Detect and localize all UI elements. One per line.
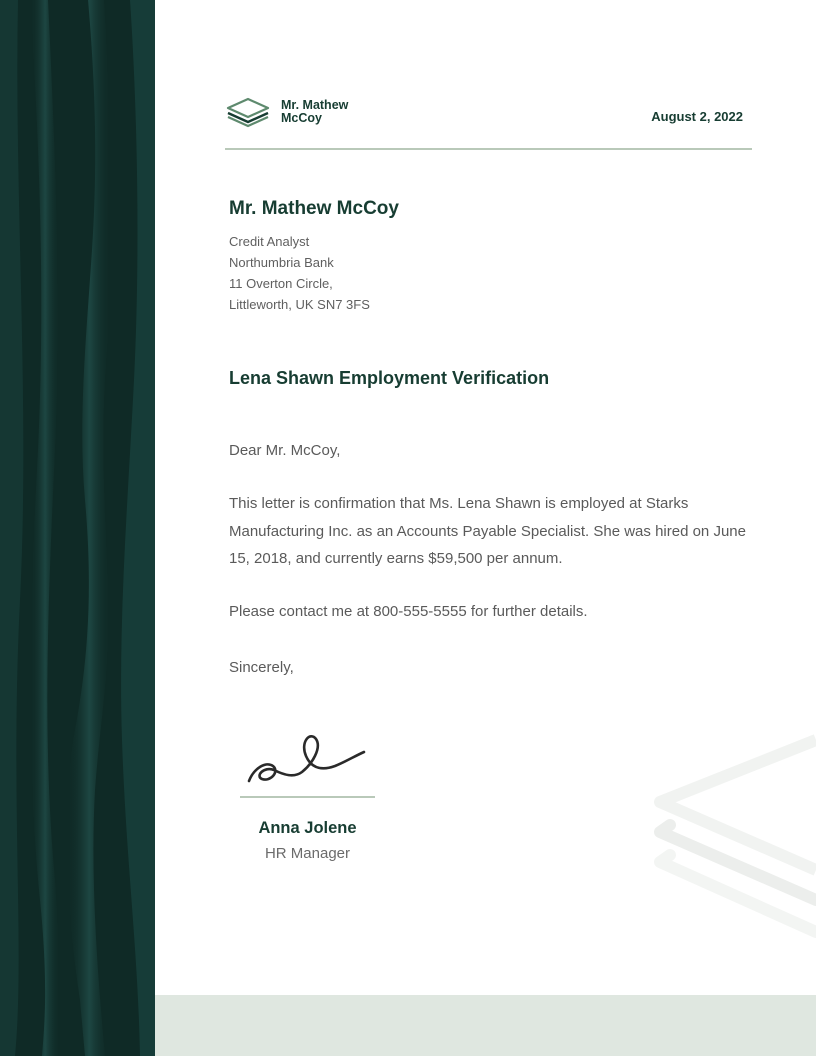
signer-title: HR Manager <box>264 845 351 862</box>
address-line: Credit Analyst <box>229 234 310 249</box>
logo-text <box>281 99 371 125</box>
decorative-side-panel <box>0 0 155 1056</box>
wave-pattern-icon <box>0 0 155 1056</box>
salutation: Dear Mr. McCoy, <box>229 442 341 459</box>
recipient-address <box>229 231 370 315</box>
footer-strip <box>155 995 816 1056</box>
address-line: Northumbria Bank <box>229 255 334 270</box>
letter-subject: Lena Shawn Employment Verification <box>229 368 550 388</box>
logo-text-line1: Mr. Mathew <box>281 98 349 112</box>
logo <box>225 96 371 128</box>
closing: Sincerely, <box>229 659 294 676</box>
body-paragraph: Please contact me at 800-555-5555 for further details. <box>229 603 588 620</box>
address-line: Littleworth, UK SN7 3FS <box>229 297 370 312</box>
logo-text-line2: McCoy <box>281 111 322 125</box>
signature-line <box>240 796 375 798</box>
body-paragraph: This letter is confirmation that Ms. Lena Shawn is employed at Starks Manufacturing Inc. as an Accounts Payable Specialist. She was hired on June 15, 2018, and currently earns $59,500 per annum. <box>229 495 746 567</box>
background-layers-icon <box>640 720 816 960</box>
letter-date: August 2, 2022 <box>651 109 743 124</box>
recipient-name: Mr. Mathew McCoy <box>229 198 399 219</box>
signer-name: Anna Jolene <box>258 819 357 837</box>
header-divider <box>225 148 752 150</box>
address-line: 11 Overton Circle, <box>229 276 333 291</box>
signature-icon <box>240 728 375 798</box>
stacked-layers-icon <box>225 96 271 128</box>
